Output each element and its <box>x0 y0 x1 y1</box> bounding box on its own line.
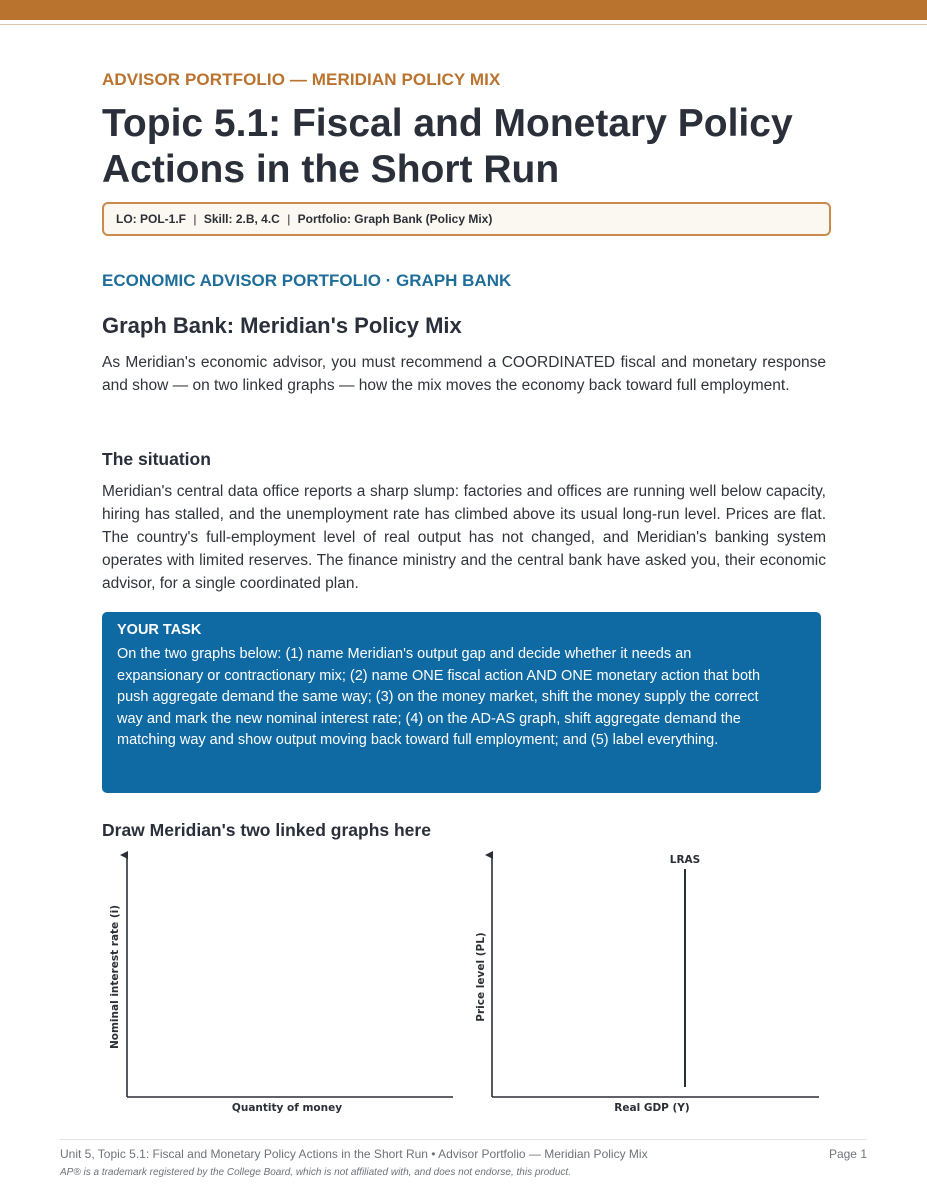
section-label: ECONOMIC ADVISOR PORTFOLIO · GRAPH BANK <box>102 271 512 290</box>
money-market-graph <box>109 855 453 1114</box>
task-text: On the two graphs below: (1) name Meridian's output gap and decide whether it needs an expansionary or contractionary mix; (2) name ONE fiscal action AND ONE monetary action that both push aggregate demand the same way; (3) on the money market, shift the money supply the correct way and mark the new nominal interest rate; (4) on the AD-AS graph, shift aggregate demand the matching way and show output moving back toward full employment; and (5) label everything. <box>117 646 761 748</box>
ad-as-y-label: Price level (PL) <box>475 932 487 1022</box>
page-number: Page 1 <box>828 1147 867 1161</box>
skill-codes: Skill: 2.B, 4.C <box>203 212 280 226</box>
ad-as-graph <box>475 854 819 1114</box>
footer-divider <box>60 1139 867 1140</box>
graphs-heading: Draw Meridian's two linked graphs here <box>102 820 431 840</box>
task-title: YOUR TASK <box>117 622 202 638</box>
task-box <box>102 612 821 793</box>
section-heading: Graph Bank: Meridian's Policy Mix <box>102 313 462 338</box>
linked-graphs <box>0 845 927 1125</box>
lras-label: LRAS <box>669 854 701 866</box>
top-divider <box>0 24 927 25</box>
header-kicker: ADVISOR PORTFOLIO — MERIDIAN POLICY MIX <box>102 70 501 89</box>
situation-paragraph: Meridian's central data office reports a sharp slump: factories and offices are running well below capacity, hiring has stalled, and the unemployment rate has climbed above its usual long-run level. Prices are flat. The country's full-employment level of real output has not changed, and Meridian's banking system operates with limited reserves. The finance ministry and the central bank have asked you, their economic advisor, for a single coordinated plan. <box>102 483 826 592</box>
trademark-disclaimer: AP® is a trademark registered by the College Board, which is not affiliated with, and does not endorse, this product. <box>60 1167 571 1178</box>
money-market-x-label: Quantity of money <box>231 1102 343 1114</box>
separator: | <box>287 212 291 226</box>
learning-objective-box <box>102 202 831 236</box>
lo-code: LO: POL-1.F <box>116 212 186 226</box>
separator: | <box>193 212 197 226</box>
intro-paragraph: As Meridian's economic advisor, you must recommend a COORDINATED fiscal and monetary response and show — on two linked graphs — how the mix moves the economy back toward full employment. <box>102 354 826 394</box>
money-market-y-label: Nominal interest rate (i) <box>109 904 121 1050</box>
page-title: Topic 5.1: Fiscal and Monetary Policy Actions in the Short Run <box>102 102 793 191</box>
footer-text: Unit 5, Topic 5.1: Fiscal and Monetary Policy Actions in the Short Run • Advisor Portfolio — Meridian Policy Mix <box>60 1147 648 1161</box>
ad-as-x-label: Real GDP (Y) <box>614 1102 690 1114</box>
situation-heading: The situation <box>102 449 211 469</box>
top-accent-bar <box>0 0 927 20</box>
portfolio-label: Portfolio: Graph Bank (Policy Mix) <box>297 212 493 226</box>
